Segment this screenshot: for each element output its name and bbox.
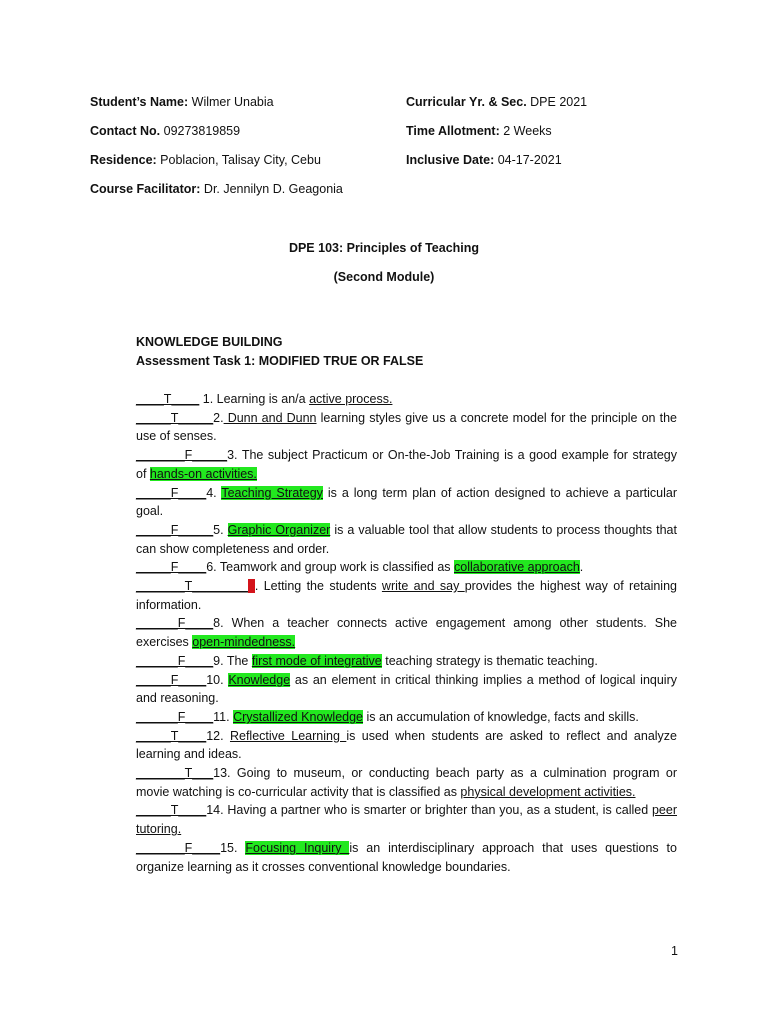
question-list — [136, 390, 677, 876]
highlight: first mode of integrative — [251, 653, 382, 668]
answer: _______F____ — [136, 840, 221, 855]
course-title: DPE 103: Principles of Teaching — [288, 241, 480, 255]
red-marker: 7 — [247, 579, 255, 594]
answer: _____F____ — [136, 560, 207, 575]
highlight: open-mindedness. — [192, 635, 296, 650]
question-item: _____T_____2. Dunn and Dunn learning styles give us a concrete model for the principle on the use of senses. — [136, 410, 677, 444]
question-item: _______T________7. Letting the students write and say provides the highest way of retaining information. — [136, 579, 677, 612]
highlight: hands-on activities. — [149, 466, 257, 481]
question-item: ______F____8. When a teacher connects active engagement among other students. She exercises open-mindedness. — [136, 616, 677, 650]
time-allotment-field: Time Allotment: 2 Weeks — [406, 124, 552, 138]
question-item: _____T____12. Reflective Learning is used when students are asked to reflect and analyze learning and ideas. — [136, 728, 678, 762]
highlight: Knowledge — [228, 672, 291, 687]
student-name-field: Student’s Name: Wilmer Unabia — [90, 95, 274, 109]
residence-field: Residence: Poblacion, Talisay City, Cebu — [90, 153, 321, 167]
answer: _____T____ — [136, 803, 207, 818]
question-item: ______F____9. The first mode of integrative teaching strategy is thematic teaching. — [136, 653, 598, 668]
question-item: ____T____ 1. Learning is an/a active process. — [136, 392, 393, 406]
answer: _____F_____ — [136, 522, 214, 537]
question-item: _______T___13. Going to museum, or conducting beach party as a culmination program or movie watching is co-curricular activity that is classified as physical development activities. — [136, 766, 677, 799]
highlight: Focusing Inquiry — [245, 840, 350, 855]
question-item: _____F____4. Teaching Strategy is a long term plan of action designed to achieve a particular goal. — [136, 485, 678, 519]
question-item: ______F____11. Crystallized Knowledge is an accumulation of knowledge, facts and skills. — [136, 709, 639, 724]
question-item: _____T____14. Having a partner who is smarter or brighter than you, as a student, is called peer tutoring. — [136, 803, 677, 837]
answer: _____F____ — [136, 672, 207, 687]
highlight: Crystallized Knowledge — [233, 709, 364, 724]
answer: ______F____ — [136, 653, 214, 668]
answer: _______T________ — [136, 579, 248, 594]
facilitator-field: Course Facilitator: Dr. Jennilyn D. Geagonia — [90, 182, 343, 196]
yr-sec-field: Curricular Yr. & Sec. DPE 2021 — [406, 95, 588, 109]
answer: ______F____ — [136, 616, 214, 631]
highlight: collaborative approach — [454, 560, 580, 575]
answer: _____F____ — [136, 485, 207, 500]
highlight: Graphic Organizer — [227, 522, 331, 537]
task-heading: Assessment Task 1: MODIFIED TRUE OR FALSE — [136, 354, 424, 368]
answer: ____T____ — [136, 392, 200, 406]
question-item: _____F____6. Teamwork and group work is classified as collaborative approach. — [136, 560, 584, 575]
inclusive-date-field: Inclusive Date: 04-17-2021 — [406, 153, 562, 167]
question-item: _______F_____3. The subject Practicum or On-the-Job Training is a good example for strategy of hands-on activities. — [136, 448, 677, 481]
question-item: _______F____15. Focusing Inquiry is an interdisciplinary approach that uses questions to organize learning as it crosses conventional knowledge boundaries. — [136, 840, 677, 874]
answer: ______F____ — [136, 709, 214, 724]
contact-field: Contact No. 09273819859 — [90, 124, 241, 138]
answer: _______F_____ — [136, 448, 228, 463]
answer: _____T_____ — [136, 410, 214, 425]
answer: _____T____ — [136, 728, 207, 743]
module-title: (Second Module) — [333, 270, 435, 284]
highlight: Teaching Strategy — [221, 485, 323, 500]
page-number: 1 — [671, 944, 678, 958]
question-item: _____F____10. Knowledge as an element in critical thinking implies a method of logical inquiry and reasoning. — [136, 672, 677, 706]
answer: _______T___ — [136, 766, 214, 781]
section-heading: KNOWLEDGE BUILDING — [136, 335, 283, 349]
question-item: _____F_____5. Graphic Organizer is a valuable tool that allow students to process thoughts that can show completeness and order. — [136, 522, 677, 556]
